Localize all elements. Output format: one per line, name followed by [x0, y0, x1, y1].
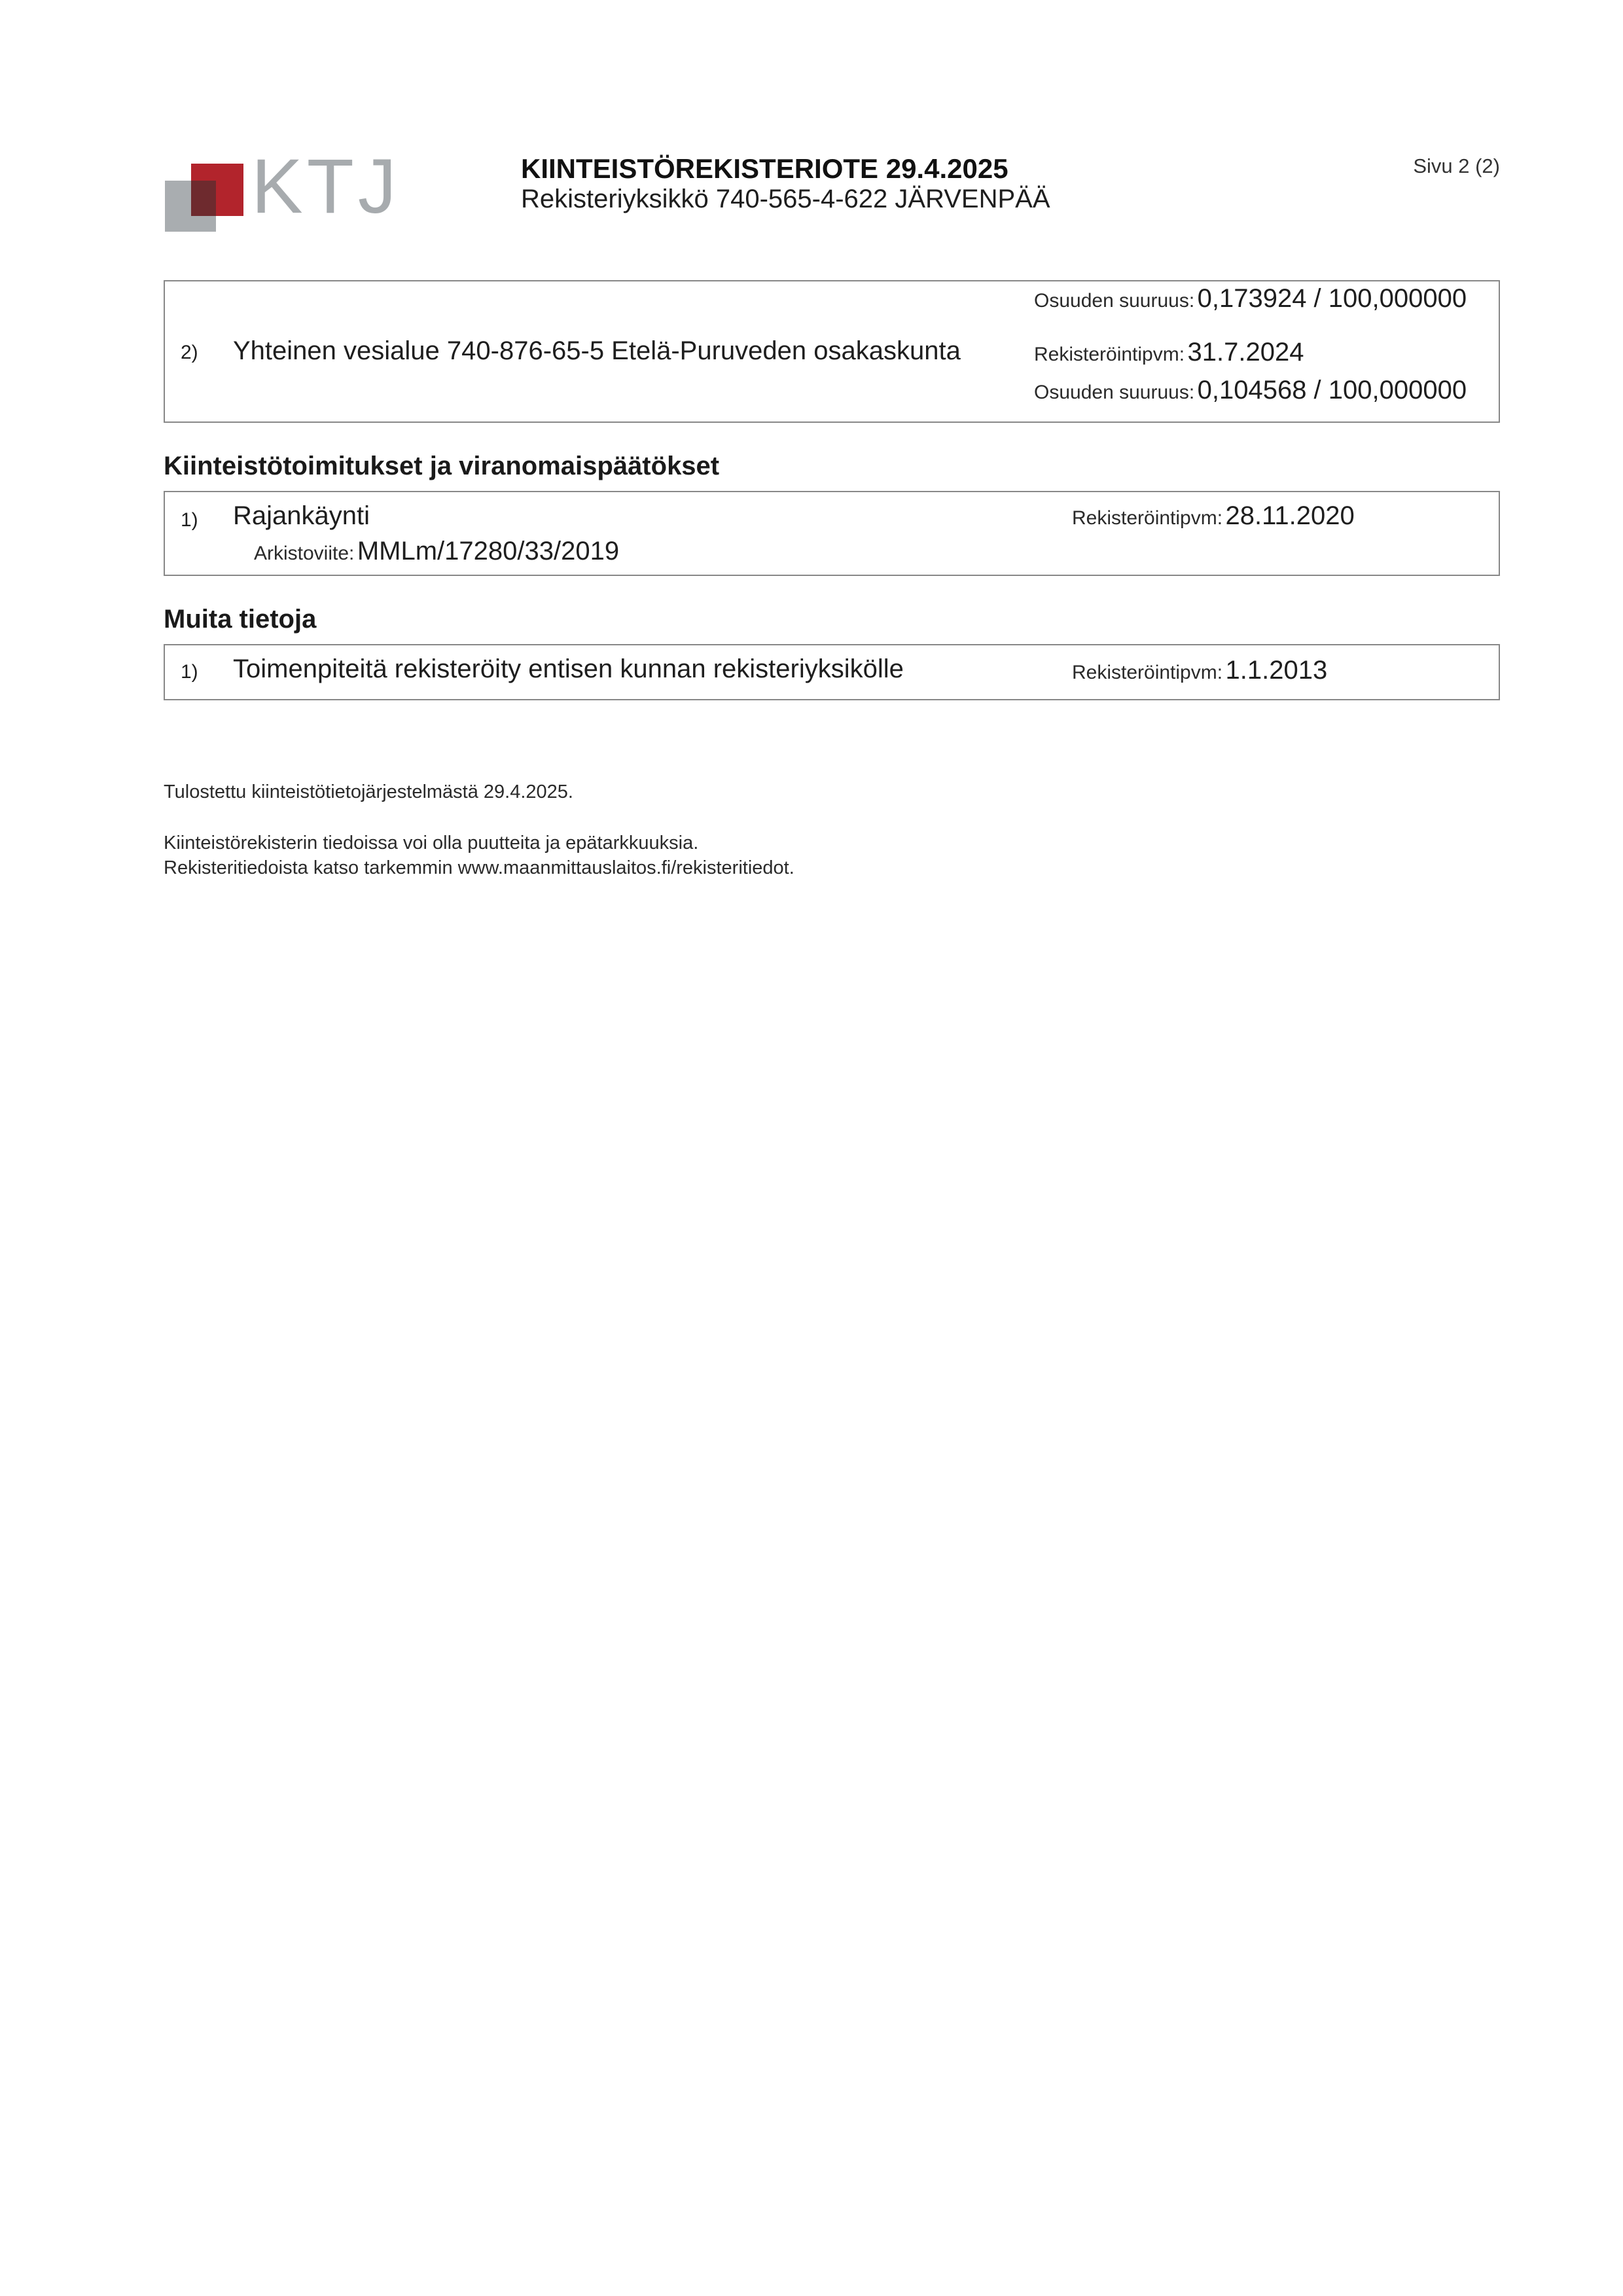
logo-text: KTJ	[251, 143, 401, 230]
registration-date-value: 1.1.2013	[1225, 656, 1328, 685]
share-value: 0,173924 / 100,000000	[1197, 284, 1467, 313]
document-title: KIINTEISTÖREKISTERIOTE 29.4.2025	[521, 153, 1008, 184]
registration-date-label: Rekisteröintipvm:	[1072, 662, 1223, 683]
registration-date-label: Rekisteröintipvm:	[1034, 344, 1185, 365]
item-number: 1)	[181, 509, 198, 531]
share-label: Osuuden suuruus:	[1034, 290, 1195, 312]
disclaimer-line-1: Kiinteistörekisterin tiedoissa voi olla puutteita ja epätarkkuuksia.	[164, 833, 699, 853]
item-text: Toimenpiteitä rekisteröity entisen kunnan rekisteriyksikölle	[233, 655, 904, 683]
registration-date-value: 28.11.2020	[1225, 501, 1355, 530]
archive-reference-line	[254, 537, 619, 566]
ktj-logo	[165, 143, 401, 237]
share-label: Osuuden suuruus:	[1034, 382, 1195, 403]
share-value: 0,104568 / 100,000000	[1197, 376, 1467, 404]
procedures-heading: Kiinteistötoimitukset ja viranomaispäätökset	[164, 452, 720, 480]
registration-date-value: 31.7.2024	[1187, 338, 1304, 367]
shares-box	[164, 280, 1500, 423]
first-share-line	[1034, 284, 1467, 314]
other-info-heading: Muita tietoja	[164, 605, 317, 634]
archive-reference-label: Arkistoviite:	[254, 543, 355, 564]
registration-date-line	[1072, 501, 1355, 531]
other-info-box	[164, 644, 1500, 700]
registration-date-label: Rekisteröintipvm:	[1072, 507, 1223, 529]
item-number: 1)	[181, 661, 198, 683]
archive-reference-value: MMLm/17280/33/2019	[357, 537, 620, 565]
item-text: Rajankäynti	[233, 501, 370, 530]
share-line	[1034, 376, 1467, 405]
item-number: 2)	[181, 342, 198, 363]
registration-date-line	[1072, 656, 1327, 685]
printed-note: Tulostettu kiinteistötietojärjestelmästä 29.4.2025.	[164, 781, 573, 802]
logo-overlap-square	[191, 181, 216, 216]
registration-date-line	[1034, 338, 1304, 367]
document-subtitle: Rekisteriyksikkö 740-565-4-622 JÄRVENPÄÄ	[521, 185, 1050, 213]
item-text: Yhteinen vesialue 740-876-65-5 Etelä-Puruveden osakaskunta	[233, 336, 961, 365]
disclaimer-line-2: Rekisteritiedoista katso tarkemmin www.maanmittauslaitos.fi/rekisteritiedot.	[164, 857, 794, 878]
page-number: Sivu 2 (2)	[1413, 154, 1500, 177]
procedures-box	[164, 491, 1500, 576]
